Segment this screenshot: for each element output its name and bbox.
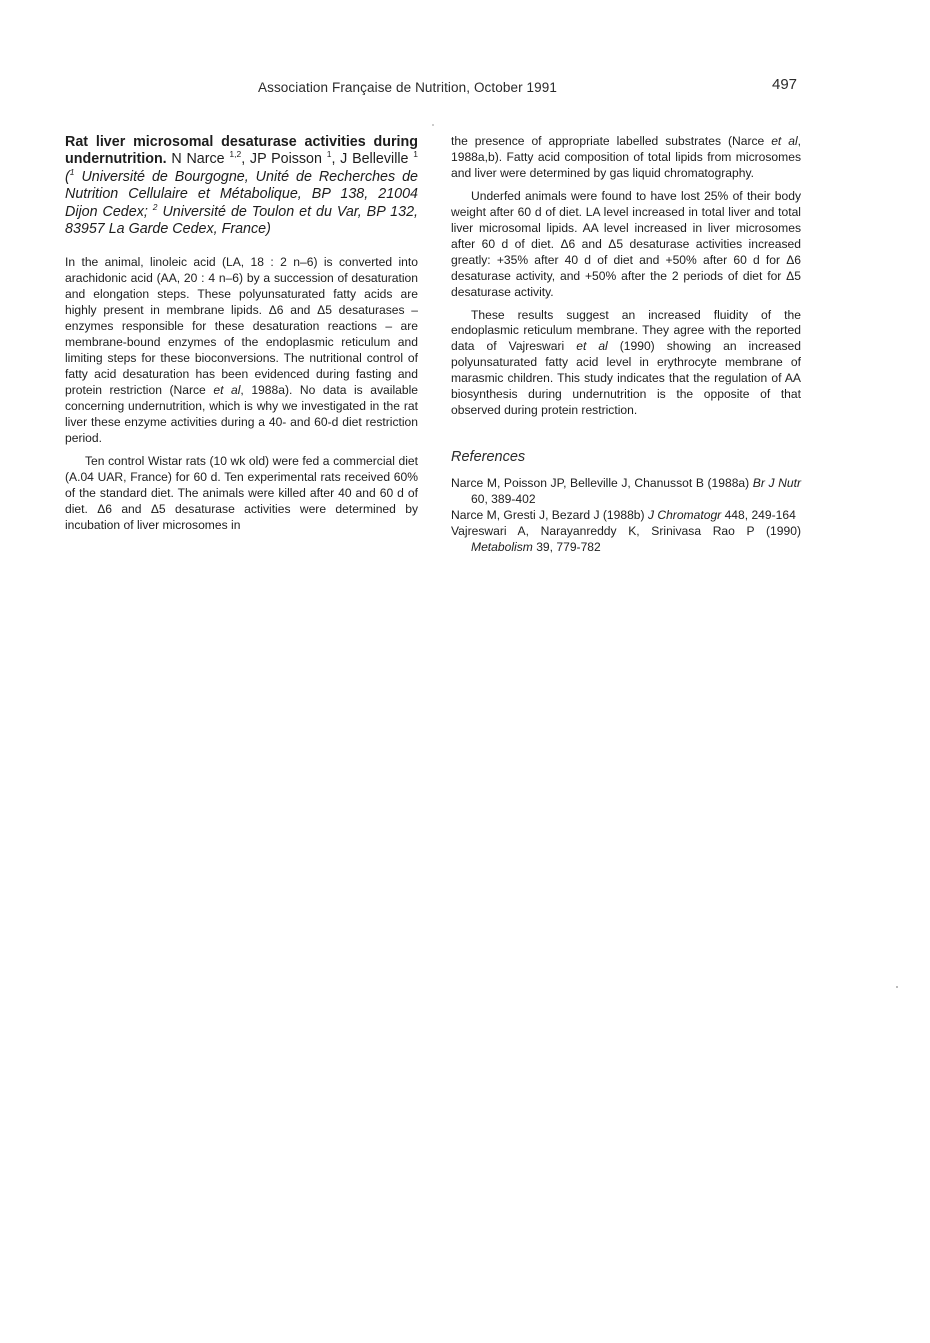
paragraph-1-etal: et al: [213, 383, 241, 398]
author-3: , J Belleville: [331, 151, 414, 168]
paragraph-4-end: (1990) showing an increased polyunsaturated fatty acid level in erythrocyte membrane of marasmic children. This study indicates that the regulation of AA biosynthesis during undernutrition is the opposite of that observed during protein restriction.: [451, 339, 801, 418]
affiliation-1-marker: 1: [69, 167, 75, 178]
scan-speck: [432, 124, 434, 126]
paragraph-4: [451, 308, 801, 420]
article-heading: [65, 134, 418, 238]
paragraph-3: Underfed animals were found to have lost 25% of their body weight after 60 d of diet. LA level increased in total liver and total liver microsomal lipids. AA level increased in liver microsomes after 60 d of diet. Δ6 and Δ5 desaturase activities increased greatly: +35% after 40 d of diet and +50% after 60 d for Δ6 desaturase activity, and +50% after the 2 periods of diet for Δ5 desaturase activity.: [451, 188, 801, 299]
reference-authors: Narce M, Poisson JP, Belleville J, Chanussot B (1988a): [451, 476, 753, 491]
paragraph-2-cont-etal: et al: [771, 134, 798, 148]
page-header: [0, 76, 930, 100]
reference-volume-pages: 39, 779-782: [532, 540, 601, 555]
article-title: Rat liver microsomal desaturase activities during undernutrition.: [65, 134, 418, 168]
paragraph-2-cont-text: the presence of appropriate labelled substrates (Narce: [451, 134, 772, 148]
paragraph-1-end: , 1988a). No data is available concerning undernutrition, which is why we investigated in the rat liver these enzyme activities during a 40- and 60-d diet restriction period.: [65, 383, 419, 445]
reference-item: [451, 475, 801, 507]
affiliation-1: Université de Bourgogne, Unité de Recherches de Nutrition Cellulaire et Métabolique, BP 138, 21004 Dijon Cedex;: [65, 168, 418, 220]
reference-volume-pages: 60, 389-402: [471, 492, 536, 507]
left-column: [65, 134, 418, 534]
author-2-affiliations: 1: [326, 149, 332, 160]
paragraph-4-etal: et al: [576, 339, 608, 354]
affiliation-open: (: [65, 168, 70, 185]
author-1-affiliations: 1,2: [229, 149, 242, 160]
reference-journal: Br J Nutr: [752, 476, 801, 491]
affiliation-2-marker: 2: [152, 201, 158, 212]
reference-item: [451, 507, 801, 523]
reference-journal: J Chromatogr: [647, 508, 722, 523]
scan-speck: [896, 986, 898, 988]
author-1: N Narce: [166, 151, 230, 168]
reference-authors: Vajreswari A, Narayanreddy K, Srinivasa Rao P (1990): [451, 524, 801, 539]
running-head: Association Française de Nutrition, October 1991: [258, 80, 557, 95]
author-3-affiliations: 1: [413, 149, 418, 160]
paragraph-2-continued: [451, 134, 801, 182]
reference-journal: Metabolism: [471, 540, 533, 555]
author-2: , JP Poisson: [241, 151, 327, 168]
paragraph-2-cont-end: , 1988a,b). Fatty acid composition of total lipids from microsomes and liver were determined by gas liquid chromatography.: [451, 134, 802, 180]
reference-volume-pages: 448, 249-164: [721, 508, 796, 523]
reference-authors: Narce M, Gresti J, Bezard J (1988b): [451, 508, 648, 523]
reference-item: [451, 523, 801, 555]
paragraph-1-text: In the animal, linoleic acid (LA, 18 : 2 n–6) is converted into arachidonic acid (AA, 20 : 4 n–6) by a succession of desaturation and elongation steps. These polyunsaturated fatty acids are highly present in membrane lipids. Δ6 and Δ5 desaturases – enzymes responsible for these desaturation reactions – are membrane-bound enzymes of the endoplasmic reticulum and limiting steps for these bioconversions. The nutritional control of fatty acid desaturation has been evidenced during fasting and protein restriction (Narce: [65, 255, 418, 398]
paragraph-2: Ten control Wistar rats (10 wk old) were fed a commercial diet (A.04 UAR, France) for 60 d. Ten experimental rats received 60% of the standard diet. The animals were killed after 40 and 60 d of diet. Δ6 and Δ5 desaturase activities were determined by incubation of liver microsomes in: [65, 453, 418, 532]
right-column: [451, 134, 801, 555]
page-number: 497: [772, 76, 798, 93]
references-heading: References: [451, 449, 526, 466]
paragraph-1: [65, 255, 418, 446]
affiliation-2: Université de Toulon et du Var, BP 132, 83957 La Garde Cedex, France): [65, 203, 418, 238]
paragraph-4-text: These results suggest an increased fluidity of the endoplasmic reticulum membrane. They agree with the reported data of Vajreswari: [451, 307, 801, 354]
